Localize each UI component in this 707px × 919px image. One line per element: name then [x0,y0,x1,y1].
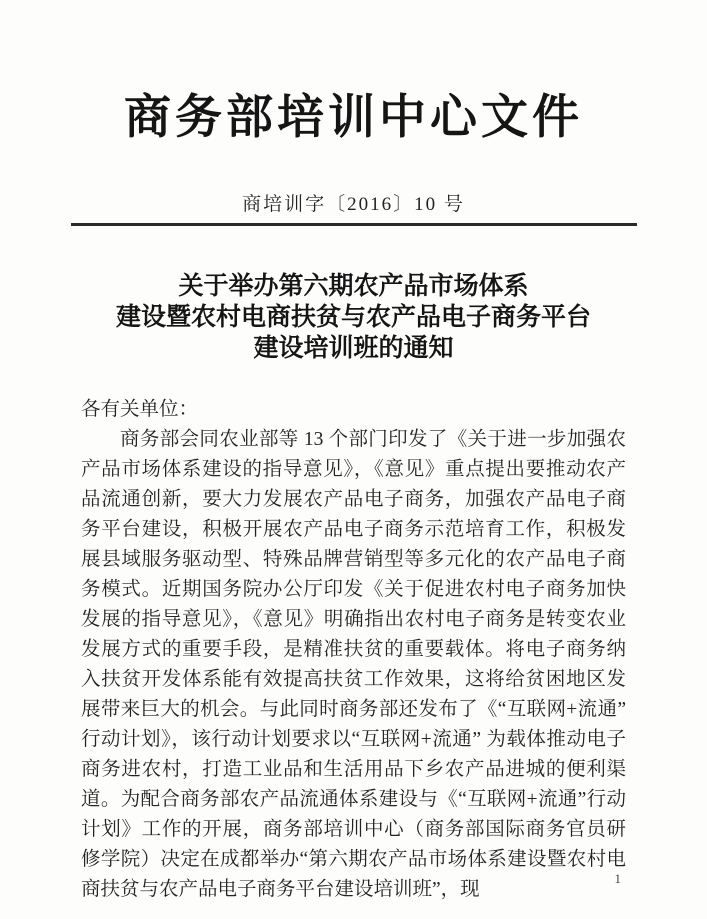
header-divider-rule [71,223,637,226]
page-number: 1 [614,871,621,886]
document-reference-number: 商培训字〔2016〕10 号 [242,194,465,215]
subject-line-1: 关于举办第六期农产品市场体系 [178,271,529,300]
subject-line-2: 建设暨农村电商扶贫与农产品电子商务平台 [115,302,591,331]
document-header-title: 商务部培训中心文件 [124,90,583,145]
salutation-line: 各有关单位： [81,399,199,420]
document-body [81,395,626,905]
notice-subject-heading [0,270,707,363]
body-paragraph: 商务部会同农业部等 13 个部门印发了《关于进一步加强农产品市场体系建设的指导意见》，《意见》重点提出要推动农产品流通创新，要大力发展农产品电子商务，加强农产品电子商务平台建设，积极开展农产品电子商务示范培育工作，积极发展县域服务驱动型、特殊品牌营销型等多元化的农产品电子商务模式。近期国务院办公厅印发《关于促进农村电子商务加快发展的指导意见》，《意见》明确指出农村电子商务是转变农业发展方式的重要手段，是精准扶贫的重要载体。将电子商务纳入扶贫开发体系能有效提高扶贫工作效果，这将给贫困地区发展带来巨大的机会。与此同时商务部还发布了《“互联网+流通” 行动计划》，该行动计划要求以“互联网+流通” 为载体推动电子商务进农村，打造工业品和生活用品下乡农产品进城的便利渠道。为配合商务部农产品流通体系建设与《“互联网+流通”行动计划》工作的开展，商务部培训中心（商务部国际商务官员研修学院）决定在成都举办“第六期农产品市场体系建设暨农村电商扶贫与农产品电子商务平台建设培训班”，现 [81,429,626,900]
subject-line-3: 建设培训班的通知 [253,333,454,362]
